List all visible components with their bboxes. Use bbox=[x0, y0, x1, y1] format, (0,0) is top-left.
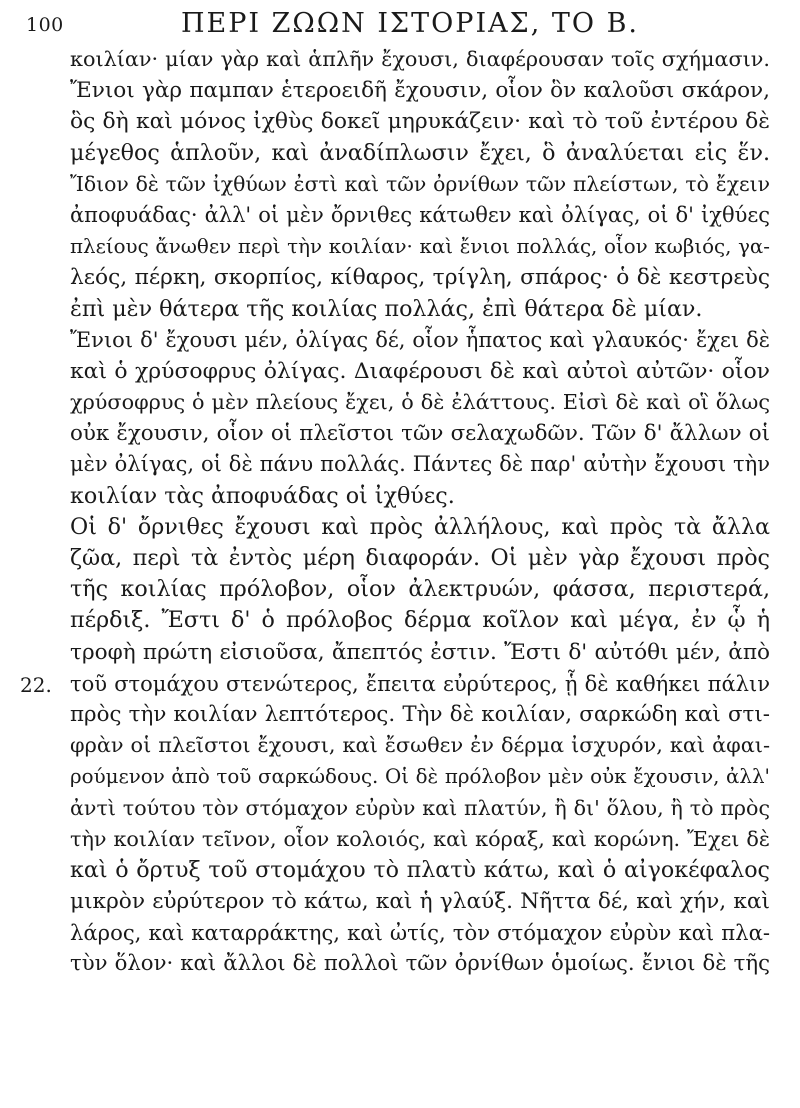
text-line: ἀντὶ τούτου τὸν στόμαχον εὐρὺν καὶ πλατύν, ἢ δι' ὅλου, ἢ τὸ πρὸς bbox=[70, 795, 770, 820]
section-number: 22. bbox=[20, 673, 52, 697]
text-line: μὲν ὀλίγας, οἱ δὲ πάνυ πολλάς. Πάντες δὲ παρ' αὐτὴν ἔχουσι τὴν bbox=[70, 452, 770, 477]
text-line: λάρος, καὶ καταρράκτης, καὶ ὠτίς, τὸν στόμαχον εὐρὺν καὶ πλα- bbox=[70, 920, 770, 946]
text-line: καὶ ὁ χρύσοφρυς ὀλίγας. Διαφέρουσι δὲ καὶ αὐτοὶ αὐτῶν· οἷον bbox=[70, 358, 770, 384]
text-line: Οἱ δ' ὄρνιθες ἔχουσι καὶ πρὸς ἀλλήλους, καὶ πρὸς τὰ ἄλλα bbox=[70, 513, 770, 540]
text-line: τοῦ στομάχου στενώτερος, ἔπειτα εὐρύτερος, ᾗ δὲ καθήκει πάλιν bbox=[70, 670, 770, 696]
text-line: πέρδιξ. Ἔστι δ' ὁ πρόλοβος δέρμα κοῖλον καὶ μέγα, ἐν ᾧ ἡ bbox=[70, 607, 770, 634]
text-line: Ἔνιοι γὰρ παμπαν ἑτεροειδῆ ἔχουσιν, οἷον ὃν καλοῦσι σκάρον, bbox=[70, 78, 770, 104]
page-header bbox=[26, 6, 754, 46]
text-line: ζῶα, περὶ τὰ ἐντὸς μέρη διαφοράν. Οἱ μὲν γὰρ ἔχουσι πρὸς bbox=[70, 545, 770, 571]
text-line: κοιλίαν· μίαν γὰρ καὶ ἁπλῆν ἔχουσι, διαφέρουσαν τοῖς σχήμασιν. bbox=[70, 47, 770, 71]
page-number: 100 bbox=[26, 14, 64, 36]
text-line: ρούμενον ἀπὸ τοῦ σαρκώδους. Οἱ δὲ πρόλοβον μὲν οὐκ ἔχουσιν, ἀλλ' bbox=[70, 765, 770, 789]
text-line: κοιλίαν τὰς ἀποφυάδας οἱ ἰχθύες. bbox=[70, 482, 455, 509]
text-line: καὶ ὁ ὄρτυξ τοῦ στομάχου τὸ πλατὺ κάτω, καὶ ὁ αἰγοκέφαλος bbox=[70, 856, 770, 883]
text-line: τὺν ὅλον· καὶ ἄλλοι δὲ πολλοὶ τῶν ὀρνίθων ὁμοίως. ἔνιοι δὲ τῆς bbox=[70, 951, 770, 977]
text-line: ἐπὶ μὲν θάτερα τῆς κοιλίας πολλάς, ἐπὶ θάτερα δὲ μίαν. bbox=[70, 295, 703, 322]
text-line: φρὰν οἱ πλεῖστοι ἔχουσι, καὶ ἔσωθεν ἐν δέρμα ἰσχυρόν, καὶ ἀφαι- bbox=[70, 733, 770, 758]
text-line: ἀποφυάδας· ἀλλ' οἱ μὲν ὄρνιθες κάτωθεν καὶ ὀλίγας, οἱ δ' ἰχθύες bbox=[70, 202, 770, 227]
text-line: Ἴδιον δὲ τῶν ἰχθύων ἐστὶ καὶ τῶν ὀρνίθων τῶν πλείστων, τὸ ἔχειν bbox=[70, 171, 770, 196]
text-line: οὐκ ἔχουσιν, οἷον οἱ πλεῖστοι τῶν σελαχωδῶν. Τῶν δ' ἄλλων οἱ bbox=[70, 421, 770, 447]
text-line: τῆς κοιλίας πρόλοβον, οἷον ἀλεκτρυών, φάσσα, περιστερά, bbox=[70, 576, 770, 603]
text-line: τὴν κοιλίαν τεῖνον, οἷον κολοιός, καὶ κόραξ, καὶ κορώνη. Ἔχει δὲ bbox=[70, 826, 770, 851]
text-line: πρὸς τὴν κοιλίαν λεπτότερος. Τὴν δὲ κοιλίαν, σαρκώδη καὶ στι- bbox=[70, 701, 770, 727]
text-line: Ἔνιοι δ' ἔχουσι μέν, ὀλίγας δέ, οἷον ἧπατος καὶ γλαυκός· ἔχει δὲ bbox=[70, 327, 770, 352]
running-title: ΠΕΡΙ ΖΩΩΝ ΙΣΤΟΡΙΑΣ, ΤΟ Β. bbox=[180, 8, 640, 39]
text-line: πλείους ἄνωθεν περὶ τὴν κοιλίαν· καὶ ἔνιοι πολλάς, οἷον κωβιός, γα- bbox=[70, 235, 770, 259]
text-line: τροφὴ πρώτη εἰσιοῦσα, ἄπεπτός ἐστιν. Ἔστι δ' αὐτόθι μέν, ἀπὸ bbox=[70, 639, 770, 665]
text-line: μέγεθος ἁπλοῦν, καὶ ἀναδίπλωσιν ἔχει, ὃ ἀναλύεται εἰς ἕν. bbox=[70, 139, 770, 166]
text-line: χρύσοφρυς ὁ μὲν πλείους ἔχει, ὁ δὲ ἐλάττους. Εἰσὶ δὲ καὶ οἳ ὅλως bbox=[70, 390, 770, 415]
text-line: ὃς δὴ καὶ μόνος ἰχθὺς δοκεῖ μηρυκάζειν· καὶ τὸ τοῦ ἐντέρου δὲ bbox=[70, 109, 770, 135]
text-line: λεός, πέρκη, σκορπίος, κίθαρος, τρίγλη, σπάρος· ὁ δὲ κεστρεὺς bbox=[70, 265, 770, 291]
text-line: μικρὸν εὐρύτερον τὸ κάτω, καὶ ἡ γλαύξ. Νῆττα δέ, καὶ χήν, καὶ bbox=[70, 889, 770, 915]
body-text bbox=[20, 44, 770, 980]
